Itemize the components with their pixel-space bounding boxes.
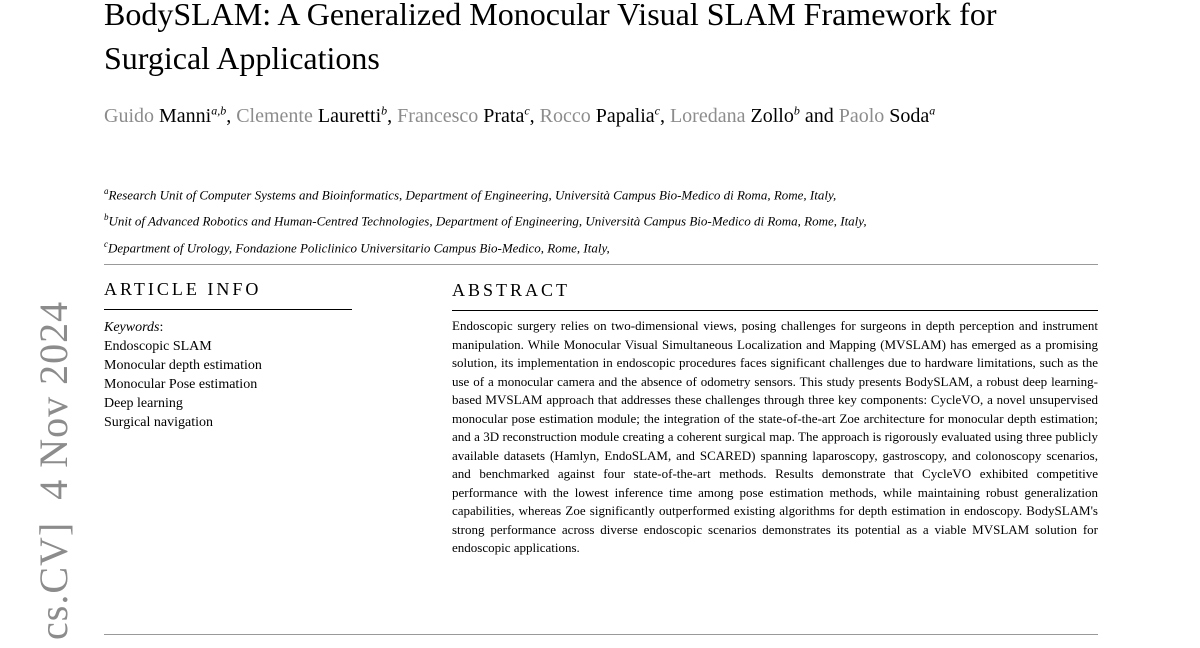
- author-name: [236, 105, 392, 127]
- author-affiliation-mark: b: [381, 103, 388, 118]
- abstract-text: Endoscopic surgery relies on two-dimensional views, posing challenges for surgeons in depth perception and instrument manipulation. While Monocular Visual Simultaneous Localization and Mapping (MVSLAM) has emerged as a promising solution, its implementation in endoscopic procedures faces significant challenges due to hardware limitations, such as the use of a monocular camera and the absence of odometry sensors. This study presents BodySLAM, a robust deep learning-based MVSLAM approach that addresses these challenges through three key components: CycleVO, a novel unsupervised monocular pose estimation module; the integration of the state-of-the-art Zoe architecture for monocular depth estimation; and a 3D reconstruction module creating a coherent surgical map. The approach is rigorously evaluated using three publicly available datasets (Hamlyn, EndoSLAM, and SCARED) spanning laparoscopy, gastroscopy, and colonoscopy scenarios, and benchmarked against four state-of-the-art methods. Results demonstrate that CycleVO exhibited competitive performance with the lowest inference time among pose estimation methods, while maintaining robust generalization capabilities, whereas Zoe significantly outperformed existing algorithms for depth estimation in endoscopy. BodySLAM's strong performance across diverse endoscopic scenarios demonstrates its potential as a viable MVSLAM solution for endoscopic applications.: [452, 318, 1098, 555]
- affiliation-text: Department of Urology, Fondazione Policlinico Universitario Campus Bio-Medico, Rome, Italy,: [108, 239, 610, 255]
- author-last-name: Papalia: [595, 105, 655, 127]
- keyword: Monocular Pose estimation: [104, 377, 258, 392]
- keyword: Monocular depth estimation: [104, 358, 262, 373]
- author-name: [104, 105, 231, 127]
- author-affiliation-mark: c: [654, 103, 660, 118]
- affiliation-text: Research Unit of Computer Systems and Bioinformatics, Department of Engineering, Università Campus Bio-Medico di Roma, Rome, Italy,: [108, 187, 837, 203]
- author-first-name: Clemente: [236, 105, 313, 127]
- author-list: [104, 102, 1104, 130]
- affiliation-mark: c: [104, 238, 108, 249]
- author-last-name: Zollo: [750, 105, 794, 127]
- abstract-heading: ABSTRACT: [452, 280, 1098, 311]
- keyword: Deep learning: [104, 396, 183, 411]
- article-info-panel: [104, 279, 352, 432]
- affiliation: [104, 206, 1104, 232]
- top-divider: [104, 264, 1098, 265]
- affiliation-text: Unit of Advanced Robotics and Human-Centred Technologies, Department of Engineering, Università Campus Bio-Medico di Roma, Rome, Italy,: [108, 213, 867, 229]
- keyword-list: [104, 337, 352, 432]
- arxiv-stamp: cs.CV] 4 Nov 2024: [31, 300, 76, 640]
- author-last-name: Soda: [889, 105, 930, 127]
- abstract-panel: [452, 280, 1098, 558]
- author-first-name: Loredana: [669, 105, 746, 127]
- author-separator: and: [799, 105, 834, 127]
- author-name: [397, 105, 535, 127]
- affiliation-mark: a: [104, 186, 109, 196]
- author-first-name: Rocco: [539, 105, 591, 127]
- author-first-name: Francesco: [397, 105, 479, 127]
- author-name: [670, 105, 834, 127]
- author-first-name: Paolo: [838, 105, 885, 127]
- author-affiliation-mark: c: [524, 103, 530, 118]
- author-affiliation-mark: b: [793, 103, 800, 118]
- keywords-label: Keywords: [104, 320, 160, 335]
- author-separator: ,: [529, 105, 535, 127]
- author-last-name: Manni: [159, 105, 212, 127]
- author-separator: ,: [387, 105, 393, 127]
- author-separator: ,: [226, 105, 232, 127]
- author-name: [839, 105, 936, 127]
- author-name: [540, 105, 665, 127]
- author-affiliation-mark: a,b: [211, 103, 227, 118]
- affiliation: [104, 180, 1104, 206]
- affiliation-mark: b: [104, 212, 109, 223]
- keyword: Endoscopic SLAM: [104, 339, 212, 354]
- author-first-name: Guido: [104, 105, 154, 127]
- affiliation: [104, 233, 1104, 259]
- affiliation-list: [104, 180, 1104, 259]
- author-last-name: Lauretti: [317, 105, 382, 127]
- keyword: Surgical navigation: [104, 415, 213, 430]
- author-separator: ,: [659, 105, 665, 127]
- keywords-block: Keywords: Endoscopic SLAM Monocular depth estimation Monocular Pose estimation Deep learning Surgical navigation: [104, 318, 352, 432]
- paper-title: BodySLAM: A Generalized Monocular Visual SLAM Framework for Surgical Applications: [104, 0, 997, 76]
- author-last-name: Prata: [483, 105, 525, 127]
- bottom-divider: [104, 634, 1098, 635]
- author-affiliation-mark: a: [929, 103, 936, 118]
- article-info-heading: ARTICLE INFO: [104, 279, 352, 310]
